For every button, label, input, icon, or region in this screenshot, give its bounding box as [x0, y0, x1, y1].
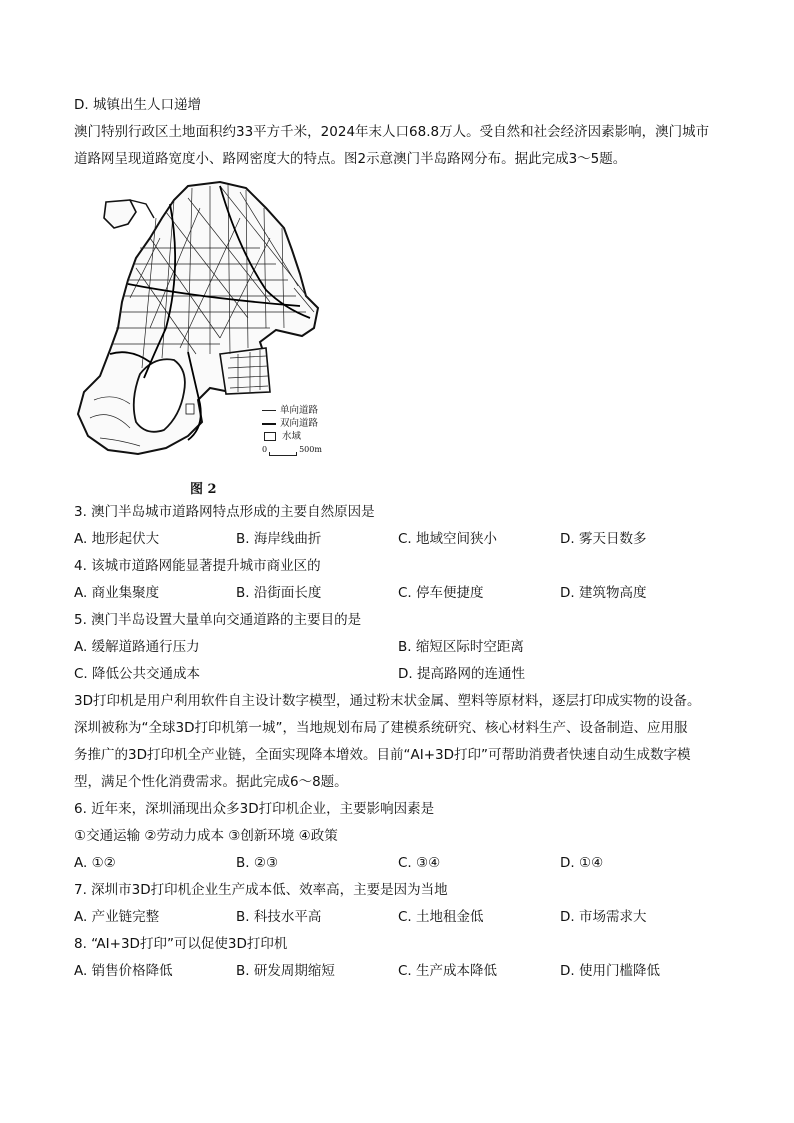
passage1-line2: 道路网呈现道路宽度小、路网密度大的特点。图2示意澳门半岛路网分布。据此完成3～5题。	[74, 151, 627, 167]
question-8-option-a: A. 销售价格降低	[74, 963, 173, 979]
question-7-option-d: D. 市场需求大	[560, 909, 647, 925]
question-3-option-b: B. 海岸线曲折	[236, 531, 322, 547]
question-7-stem: 7. 深圳市3D打印机企业生产成本低、效率高，主要是因为当地	[74, 882, 448, 898]
question-6-option-c: C. ③④	[398, 855, 441, 871]
question-6-option-d: D. ①④	[560, 855, 604, 871]
question-3-option-c: C. 地域空间狭小	[398, 531, 498, 547]
passage2-line2: 深圳被称为“全球3D打印机第一城”，当地规划布局了建模系统研究、核心材料生产、设备制造、应用服	[74, 720, 688, 736]
scale-bar	[262, 443, 322, 456]
legend-one-way-label: 单向道路	[280, 405, 319, 416]
question-6-stem: 6. 近年来，深圳涌现出众多3D打印机企业，主要影响因素是	[74, 801, 435, 817]
question-8-option-c: C. 生产成本降低	[398, 963, 498, 979]
scale-label: 500m	[299, 445, 322, 454]
scale-zero: 0	[262, 445, 268, 454]
water-swatch	[264, 432, 276, 441]
question-3-option-d: D. 雾天日数多	[560, 531, 647, 547]
legend-two-way	[262, 417, 322, 430]
map-legend	[262, 404, 322, 456]
question-4-option-b: B. 沿街面长度	[236, 585, 322, 601]
question-6-sub-items: ①交通运输 ②劳动力成本 ③创新环境 ④政策	[74, 828, 338, 844]
question-4-stem: 4. 该城市道路网能显著提升城市商业区的	[74, 558, 321, 574]
prev-question-option-d: D. 城镇出生人口递增	[74, 97, 201, 113]
question-5-option-c: C. 降低公共交通成本	[74, 666, 201, 682]
legend-water-label: 水域	[282, 431, 302, 442]
legend-two-way-label: 双向道路	[280, 418, 319, 429]
question-4-option-d: D. 建筑物高度	[560, 585, 647, 601]
scale-bar-graphic	[269, 452, 297, 456]
passage2-line4: 型，满足个性化消费需求。据此完成6～8题。	[74, 774, 348, 790]
question-5-stem: 5. 澳门半岛设置大量单向交通道路的主要目的是	[74, 612, 362, 628]
question-4-option-a: A. 商业集聚度	[74, 585, 160, 601]
question-8-stem: 8. “AI+3D打印”可以促使3D打印机	[74, 936, 288, 952]
question-4-option-c: C. 停车便捷度	[398, 585, 484, 601]
question-6-option-a: A. ①②	[74, 855, 116, 871]
question-7-option-b: B. 科技水平高	[236, 909, 322, 925]
question-5-option-d: D. 提高路网的连通性	[398, 666, 525, 682]
question-5-option-a: A. 缓解道路通行压力	[74, 639, 200, 655]
passage1-line1: 澳门特别行政区土地面积约33平方千米，2024年末人口68.8万人。受自然和社会经济因素影响，澳门城市	[74, 124, 710, 140]
two-way-road-swatch	[262, 423, 276, 425]
question-3-option-a: A. 地形起伏大	[74, 531, 160, 547]
question-5-option-b: B. 缩短区际时空距离	[398, 639, 524, 655]
question-7-option-c: C. 土地租金低	[398, 909, 484, 925]
legend-water	[262, 430, 322, 443]
question-3-stem: 3. 澳门半岛城市道路网特点形成的主要自然原因是	[74, 504, 375, 520]
question-6-option-b: B. ②③	[236, 855, 279, 871]
passage2-line1: 3D打印机是用户利用软件自主设计数字模型，通过粉末状金属、塑料等原材料，逐层打印成实物的设备。	[74, 693, 701, 709]
question-8-option-b: B. 研发周期缩短	[236, 963, 335, 979]
passage2-line3: 务推广的3D打印机全产业链，全面实现降本增效。目前“AI+3D打印”可帮助消费者快速自动生成数字模	[74, 747, 691, 763]
question-7-option-a: A. 产业链完整	[74, 909, 160, 925]
legend-one-way	[262, 404, 322, 417]
figure-caption: 图 2	[190, 482, 217, 497]
northwest-jetty	[104, 200, 136, 228]
one-way-road-swatch	[262, 410, 276, 411]
question-8-option-d: D. 使用门槛降低	[560, 963, 660, 979]
